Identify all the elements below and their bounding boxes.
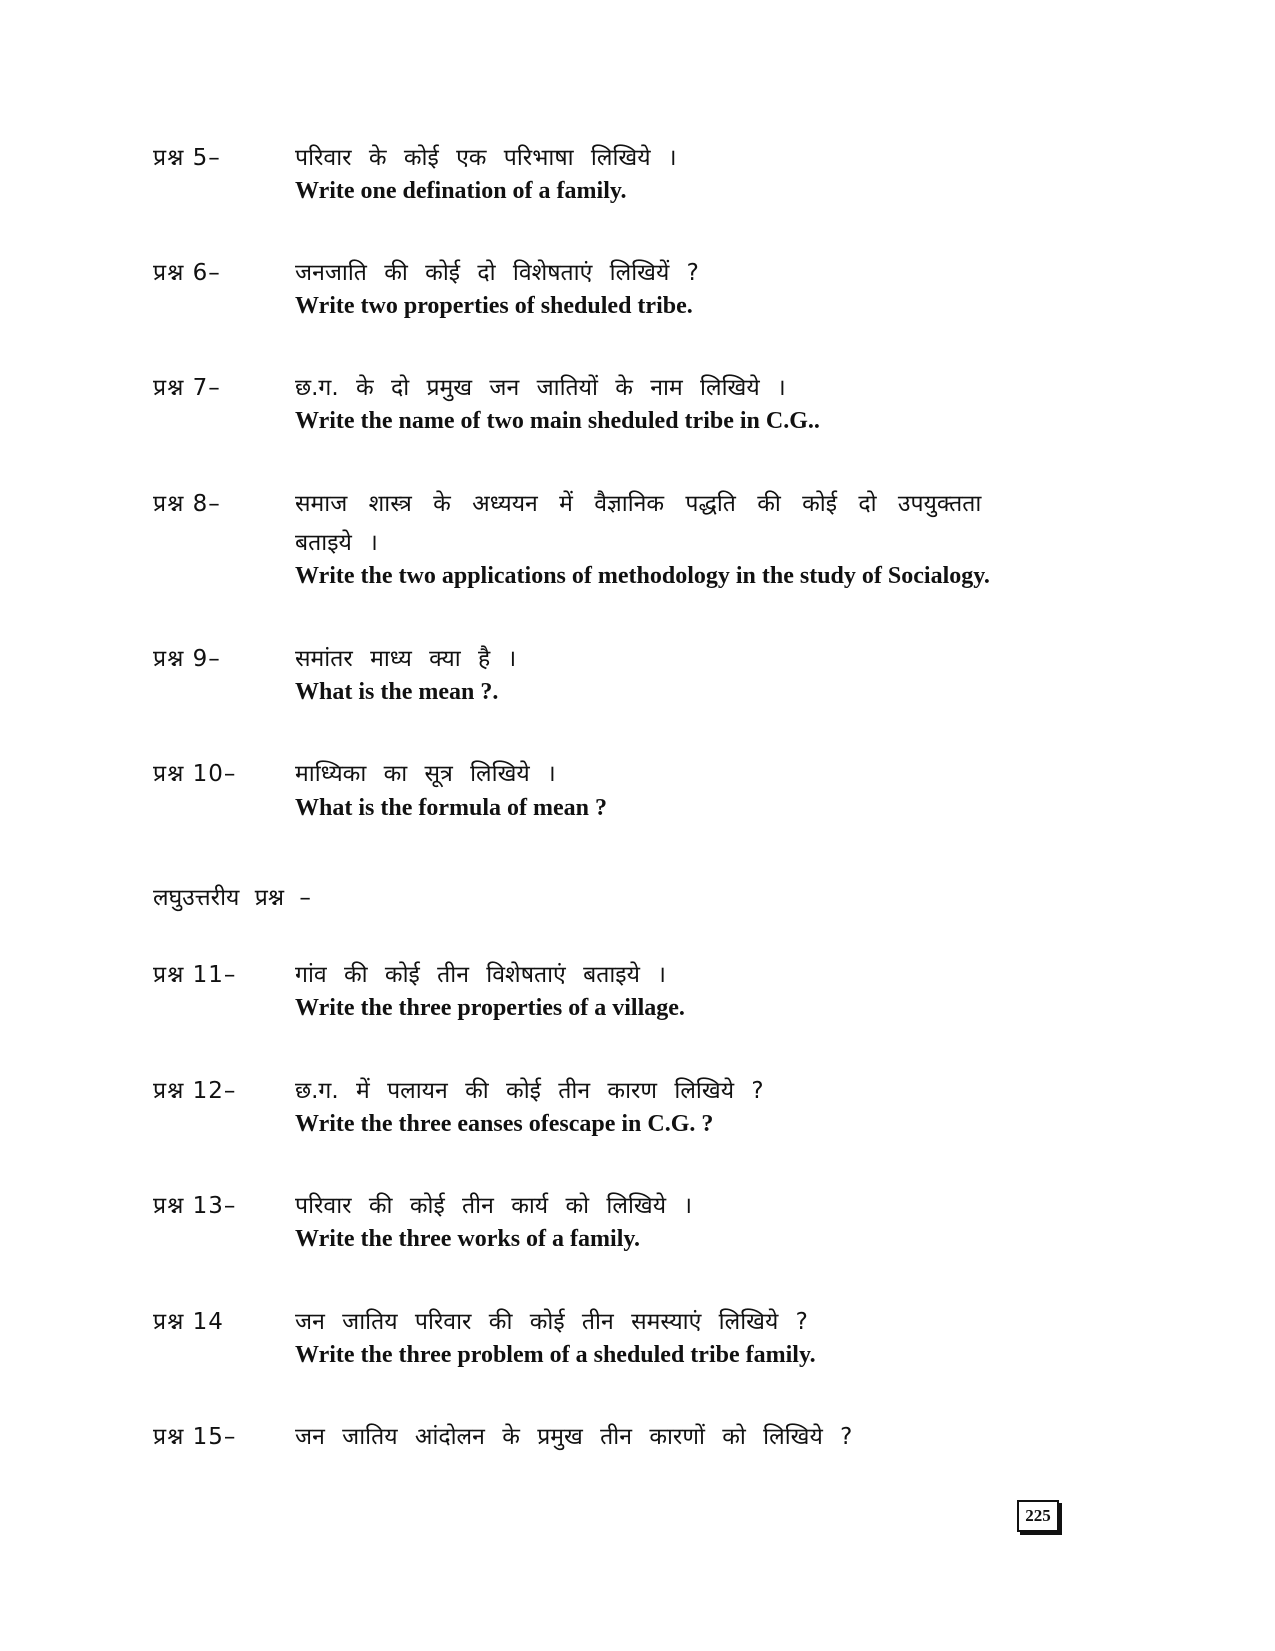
page-number: 225 xyxy=(1017,1500,1059,1532)
question-text-english: Write the two applications of methodology in the study of Socialogy. xyxy=(295,563,990,589)
question-number: प्रश्न 7– xyxy=(153,375,221,401)
question-text-hindi: गांव की कोई तीन विशेषताएं बताइये । xyxy=(295,962,666,988)
question-text-hindi: छ.ग. में पलायन की कोई तीन कारण लिखिये ? xyxy=(295,1078,764,1104)
question-number: प्रश्न 5– xyxy=(153,145,221,171)
question-text-english: Write the name of two main sheduled tribe in C.G.. xyxy=(295,408,820,434)
question-text-hindi: जन जातिय परिवार की कोई तीन समस्याएं लिखिये ? xyxy=(295,1309,808,1335)
question-text-hindi: समांतर माध्य क्या है । xyxy=(295,646,517,672)
question-number: प्रश्न 13– xyxy=(153,1193,237,1219)
question-text-english: Write the three problem of a sheduled tribe family. xyxy=(295,1342,816,1368)
question-text-hindi: माध्यिका का सूत्र लिखिये । xyxy=(295,761,556,787)
question-text-english: Write one defination of a family. xyxy=(295,178,627,204)
question-text-english: Write the three eanses ofescape in C.G. ? xyxy=(295,1111,714,1137)
question-text-hindi: समाज शास्त्र के अध्ययन में वैज्ञानिक पद्धति की कोई दो उपयुक्तता xyxy=(295,491,982,517)
question-text-hindi: जन जातिय आंदोलन के प्रमुख तीन कारणों को लिखिये ? xyxy=(295,1424,853,1450)
question-text-english: Write the three works of a family. xyxy=(295,1226,641,1252)
question-number: प्रश्न 14 xyxy=(153,1309,224,1335)
question-text-hindi: छ.ग. के दो प्रमुख जन जातियों के नाम लिखिये । xyxy=(295,375,786,401)
question-number: प्रश्न 12– xyxy=(153,1078,237,1104)
question-text-english: What is the formula of mean ? xyxy=(295,795,607,821)
question-text-hindi-continued: बताइये । xyxy=(295,530,378,556)
question-number: प्रश्न 8– xyxy=(153,491,221,517)
question-text-hindi: परिवार के कोई एक परिभाषा लिखिये । xyxy=(295,145,677,171)
question-text-hindi: परिवार की कोई तीन कार्य को लिखिये । xyxy=(295,1193,693,1219)
question-number: प्रश्न 11– xyxy=(153,962,237,988)
question-text-hindi: जनजाति की कोई दो विशेषताएं लिखियें ? xyxy=(295,260,699,286)
question-number: प्रश्न 6– xyxy=(153,260,221,286)
question-number: प्रश्न 9– xyxy=(153,646,221,672)
question-number: प्रश्न 15– xyxy=(153,1424,237,1450)
question-text-english: Write the three properties of a village. xyxy=(295,995,685,1021)
question-text-english: Write two properties of sheduled tribe. xyxy=(295,293,693,319)
question-number: प्रश्न 10– xyxy=(153,761,237,787)
question-text-english: What is the mean ?. xyxy=(295,679,499,705)
section-heading: लघुउत्तरीय प्रश्न – xyxy=(153,885,311,911)
